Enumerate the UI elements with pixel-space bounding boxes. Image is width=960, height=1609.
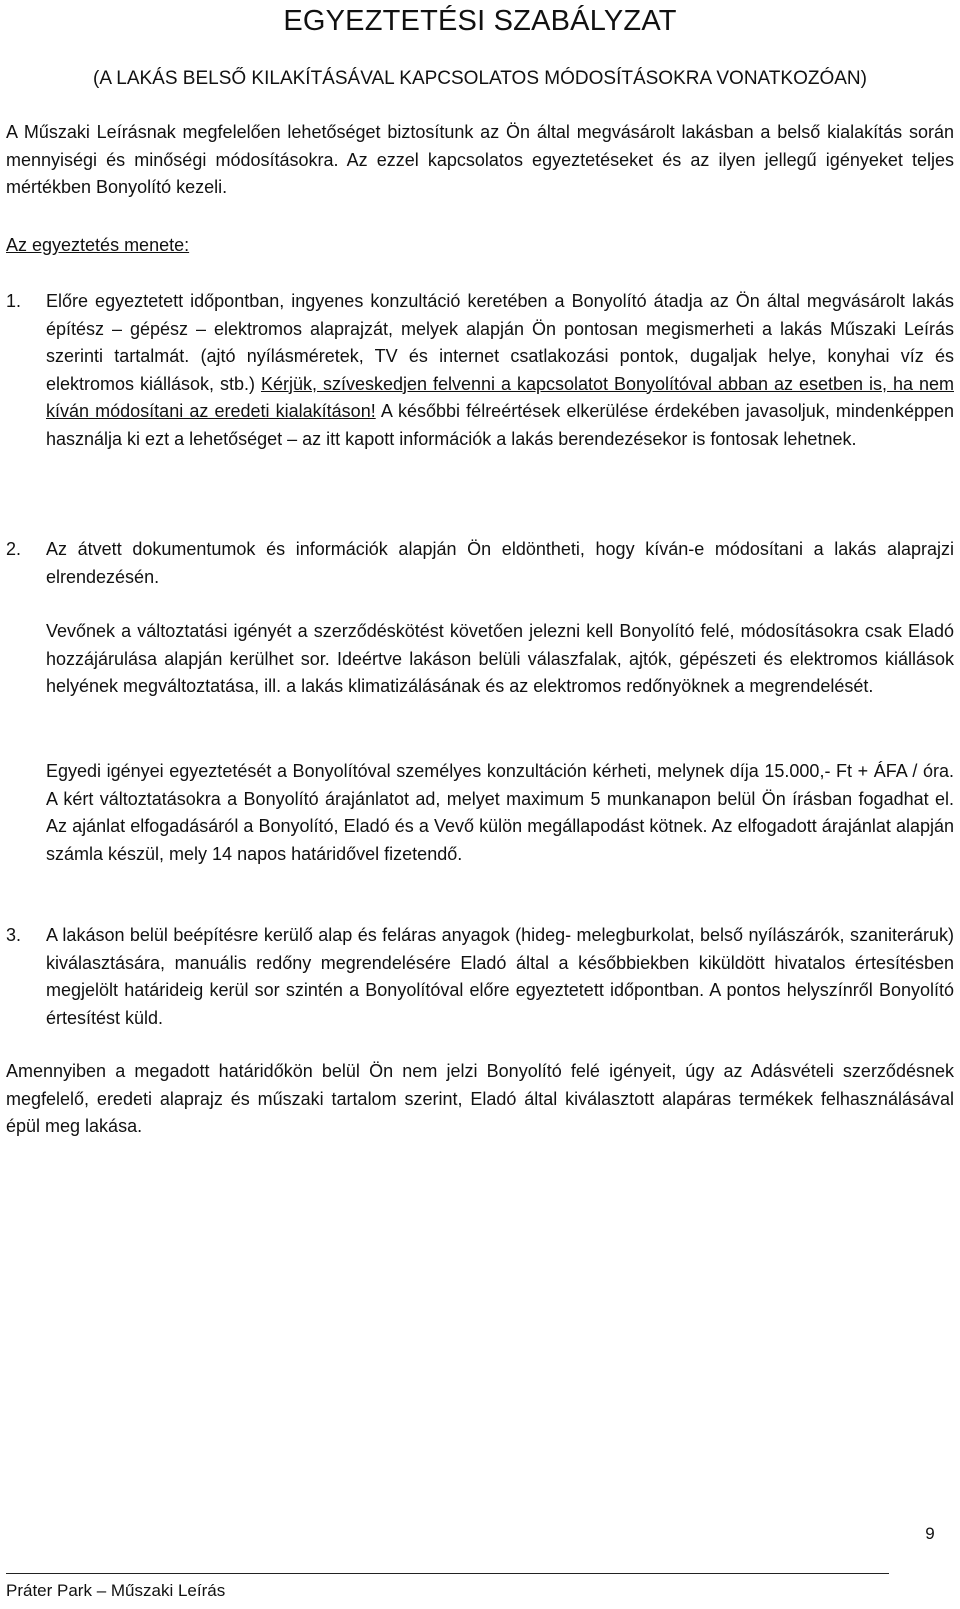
consultation-fee-paragraph: Egyedi igényei egyeztetését a Bonyolítóval személyes konzultáción kérheti, melynek díja 15.000,- Ft + ÁFA / óra. A kért változtatásokra a Bonyolító árajánlatot ad, melyet maximum 5 munkanapon belül Ön írásban fogadhat el. Az ajánlat elfogadásáról a Bonyolító, Eladó és a Vevő külön megállapodást kötnek. Az elfogadott árajánlat alapján számla készül, mely 14 napos határidővel fizetendő. (46, 761, 954, 864)
list-item-2-text: Az átvett dokumentumok és információk alapján Ön eldöntheti, hogy kíván-e módosítani a lakás alaprajzi elrendezésén. (46, 539, 954, 587)
footer-divider (6, 1573, 889, 1574)
list-item-2 (6, 536, 954, 591)
footer-label: Práter Park – Műszaki Leírás (6, 1581, 226, 1600)
process-heading: Az egyeztetés menete: (6, 235, 190, 255)
document-subtitle: (A LAKÁS BELSŐ KILAKÍTÁSÁVAL KAPCSOLATOS MÓDOSÍTÁSOKRA VONATKOZÓAN) (93, 68, 867, 89)
list-item-number: 3. (6, 925, 22, 945)
list-item-number: 1. (6, 291, 22, 311)
list-item-number: 2. (6, 539, 22, 559)
intro-paragraph: A Műszaki Leírásnak megfelelően lehetőséget biztosítunk az Ön által megvásárolt lakásban a belső kialakítás során mennyiségi és minőségi módosításokra. Az ezzel kapcsolatos egyeztetéseket és az ilyen jellegű igényeket teljes mértékben Bonyolító kezeli. (6, 122, 954, 197)
page-number: 9 (925, 1524, 935, 1543)
change-request-paragraph: Vevőnek a változtatási igényét a szerződéskötést követően jelezni kell Bonyolító felé, módosításokra csak Eladó hozzájárulása alapján kerülhet sor. Ideértve lakáson belüli válaszfalak, ajtók, gépészeti és elektromos kiállások helyének megváltoztatása, ill. a lakás klimatizálásának és az elektromos redőnyöknek a megrendelését. (46, 621, 954, 696)
document-title: EGYEZTETÉSI SZABÁLYZAT (283, 5, 677, 37)
list-item-1-body (46, 288, 954, 453)
contact-request-note: Kérjük, szíveskedjen felvenni a kapcsolatot Bonyolítóval abban az esetben is, ha nem kíván módosítani az eredeti kialakításon! (46, 373, 954, 421)
list-item-1 (6, 288, 954, 453)
list-item-1-text: Előre egyeztetett időpontban, ingyenes konzultáció keretében a Bonyolító átadja az Ön által megvásárolt lakás építész – gépész – elektromos alaprajzát, melyek alapján Ön pontosan megismerheti a lakás Műszaki Leírás szerinti tartalmát. (ajtó nyílásméretek, TV és internet csatlakozási pontok, dugaljak helye, konyhai víz és elektromos kiállások, stb.) (46, 291, 954, 394)
list-item-1-recommendation: A későbbi félreértések elkerülése érdekében javasoljuk, mindenképpen használja ki ezt a lehetőséget – az itt kapott információk a lakás berendezésekor is fontosak lehetnek. (46, 401, 955, 449)
closing-paragraph: Amennyiben a megadott határidőkön belül Ön nem jelzi Bonyolító felé igényeit, úgy az Adásvételi szerződésnek megfelelő, eredeti alaprajz és műszaki tartalom szerint, Eladó által kiválasztott alapáras termékek felhasználásával épül meg lakása. (6, 1061, 954, 1136)
list-item-3 (6, 922, 954, 1032)
list-item-3-text: A lakáson belül beépítésre kerülő alap és feláras anyagok (hideg- melegburkolat, belső nyílászárók, szaniteráruk) kiválasztására, manuális redőny megrendelésére Eladó által a későbbiekben kiküldött hivatalos értesítésben megjelölt határideig kerül sor szintén a Bonyolítóval előre egyeztetett időpontban. A pontos helyszínről Bonyolító értesítést küld. (46, 925, 954, 1028)
